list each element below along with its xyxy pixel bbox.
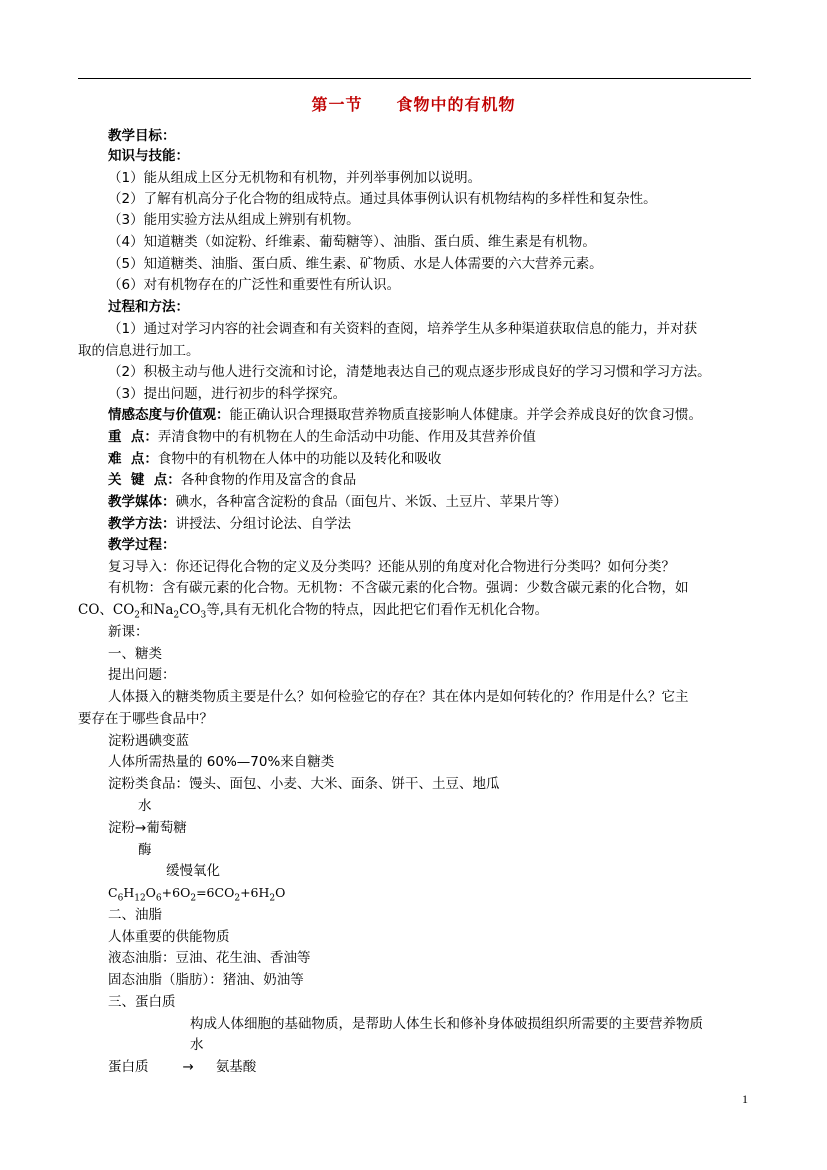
critical-point-label: 关 键 点： [108, 472, 181, 488]
na-formula: Na [153, 602, 174, 618]
title-section: 第一节 [311, 95, 363, 114]
page-title [0, 92, 827, 115]
key-point-text: 弄清食物中的有机物在人的生命活动中功能、作用及其营养价值 [157, 429, 536, 445]
methods-line [108, 514, 351, 534]
protein-heading: 三、蛋白质 [108, 994, 176, 1010]
header-rule [78, 78, 751, 79]
difficult-point-label: 难 点： [108, 451, 158, 467]
knowledge-heading: 知识与技能： [108, 148, 189, 164]
knowledge-item: （2）了解有机高分子化合物的组成特点。通过具体事例认识有机物结构的多样性和复杂性。 [108, 191, 657, 207]
page-number: 1 [742, 1092, 748, 1106]
fat-line: 固态油脂（脂肪）：猪油、奶油等 [108, 972, 304, 988]
sugar-question: 人体摄入的糖类物质主要是什么？如何检验它的存在？其在体内是如何转化的？作用是什么？它主 [108, 689, 689, 705]
protein-line: 构成人体细胞的基础物质，是帮助人体生长和修补身体破损组织所需要的主要营养物质 [190, 1016, 703, 1032]
fat-line: 人体重要的供能物质 [108, 929, 230, 945]
protein-water-label: 水 [190, 1037, 204, 1053]
amino-acid-name: 氨基酸 [215, 1059, 257, 1075]
slow-oxidation-label: 缓慢氧化 [166, 863, 220, 879]
starch-iodine: 淀粉遇碘变蓝 [108, 733, 189, 749]
co3-formula: CO [179, 602, 201, 618]
procedure-heading: 教学过程： [108, 537, 176, 553]
process-item: （1）通过对学习内容的社会调查和有关资料的查阅，培养学生从多种渠道获取信息的能力，并对获 [108, 321, 698, 337]
difficult-point-line [108, 449, 441, 469]
organic-definition-cont [78, 600, 548, 626]
attitude-label: 情感态度与价值观： [108, 407, 230, 423]
fat-heading: 二、油脂 [108, 907, 162, 923]
new-lesson-label: 新课： [108, 624, 149, 640]
co3-subscript: 3 [200, 610, 207, 621]
sugar-heading: 一、糖类 [108, 646, 162, 662]
attitude-text: 能正确认识合理摄取营养物质直接影响人体健康。并学会养成良好的饮食习惯。 [229, 407, 702, 423]
review-line: 复习导入：你还记得化合物的定义及分类吗？还能从别的角度对化合物进行分类吗？如何分类？ [108, 559, 675, 575]
and-word: 和 [140, 602, 154, 618]
sugar-question-cont: 要存在于哪些食品中？ [78, 711, 213, 727]
protein-reaction [108, 1057, 256, 1077]
title-topic: 食物中的有机物 [396, 95, 516, 114]
process-item: （2）积极主动与他人进行交流和讨论，清楚地表达自己的观点逐步形成良好的学习习惯和学习方法。 [108, 364, 711, 380]
methods-label: 教学方法： [108, 516, 176, 532]
media-line [108, 492, 567, 512]
knowledge-item: （4）知道糖类（如淀粉、纤维素、葡萄糖等）、油脂、蛋白质、维生素是有机物。 [108, 234, 596, 250]
media-text: 碘水，各种富含淀粉的食品（面包片、米饭、土豆片、苹果片等） [175, 494, 567, 510]
energy-line: 人体所需热量的 60%—70%来自糖类 [108, 754, 335, 770]
process-heading: 过程和方法： [108, 299, 189, 315]
knowledge-item: （6）对有机物存在的广泛性和重要性有所认识。 [108, 277, 401, 293]
fat-line: 液态油脂：豆油、花生油、香油等 [108, 950, 311, 966]
process-item-cont: 取的信息进行加工。 [78, 343, 200, 359]
na-subscript: 2 [173, 610, 180, 621]
enzyme-label: 酶 [138, 842, 152, 858]
co2-subscript: 2 [134, 610, 141, 621]
objectives-heading: 教学目标： [108, 128, 176, 144]
organic-definition-rest: 等,具有无机化合物的特点，因此把它们看作无机化合物。 [206, 602, 549, 618]
co-formula: CO、CO [78, 602, 135, 618]
critical-point-text: 各种食物的作用及富含的食品 [180, 472, 357, 488]
knowledge-item: （5）知道糖类、油脂、蛋白质、维生素、矿物质、水是人体需要的六大营养元素。 [108, 256, 603, 272]
key-point-label: 重 点： [108, 429, 158, 445]
knowledge-item: （1）能从组成上区分无机物和有机物，并列举事例加以说明。 [108, 170, 482, 186]
organic-definition: 有机物：含有碳元素的化合物。无机物：不含碳元素的化合物。强调：少数含碳元素的化合物，如 [108, 580, 689, 596]
key-point-line [108, 427, 536, 447]
attitude-line [108, 405, 702, 425]
process-item: （3）提出问题，进行初步的科学探究。 [108, 386, 347, 402]
difficult-point-text: 食物中的有机物在人体中的功能以及转化和吸收 [157, 451, 442, 467]
water-label: 水 [138, 798, 152, 814]
starch-foods: 淀粉类食品：馒头、面包、小麦、大米、面条、饼干、土豆、地瓜 [108, 776, 500, 792]
media-label: 教学媒体： [108, 494, 176, 510]
question-label: 提出问题： [108, 667, 176, 683]
reaction-arrow: → [182, 1059, 194, 1075]
critical-point-line [108, 470, 356, 490]
glucose-equation: $C_6H_{12}O_6+6O_2=6CO_2+6H_2O$ [108, 885, 286, 904]
protein-name: 蛋白质 [108, 1059, 149, 1075]
starch-reaction: 淀粉→葡萄糖 [108, 820, 187, 836]
knowledge-item: （3）能用实验方法从组成上辨别有机物。 [108, 212, 360, 228]
methods-text: 讲授法、分组讨论法、自学法 [175, 516, 351, 532]
